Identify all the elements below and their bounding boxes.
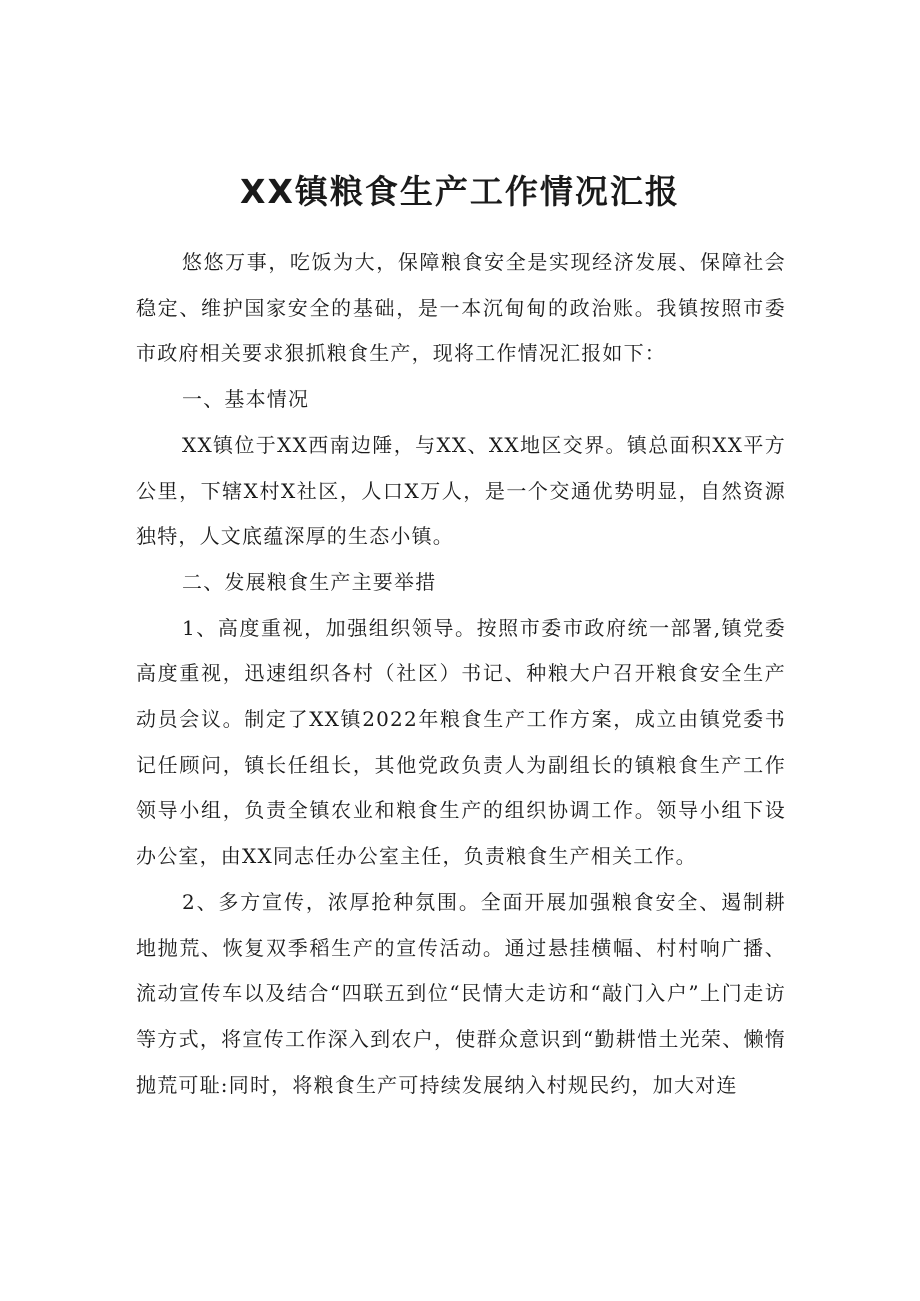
basic-situation-paragraph: XX镇位于XX西南边陲，与XX、XX地区交界。镇总面积XX平方公里，下辖X村X社区，人口X万人，是一个交通优势明显，自然资源独特，人文底蕴深厚的生态小镇。 <box>136 432 786 549</box>
measure-1-paragraph: 1、高度重视，加强组织领导。按照市委市政府统一部署,镇党委高度重视，迅速组织各村（社区）书记、种粮大户召开粮食安全生产动员会议。制定了XX镇2022年粮食生产工作方案，成立由镇党委书记任顾问，镇长任组长，其他党政负责人为副组长的镇粮食生产工作领导小组，负责全镇农业和粮食生产的组织协调工作。领导小组下设办公室，由XX同志任办公室主任，负责粮食生产相关工作。 <box>136 615 786 869</box>
measure-2-paragraph: 2、多方宣传，浓厚抢种氛围。全面开展加强粮食安全、遏制耕地抛荒、恢复双季稻生产的宣传活动。通过悬挂横幅、村村响广播、流动宣传车以及结合“四联五到位“民情大走访和“敲门入户”上门走访等方式，将宣传工作深入到农户，使群众意识到“勤耕惜土光荣、懒惰抛荒可耻:同时，将粮食生产可持续发展纳入村规民约，加大对连 <box>136 889 786 1097</box>
intro-paragraph: 悠悠万事，吃饭为大，保障粮食安全是实现经济发展、保障社会稳定、维护国家安全的基础，是一本沉甸甸的政治账。我镇按照市委市政府相关要求狠抓粮食生产，现将工作情况汇报如下： <box>136 250 786 366</box>
section-heading-main-measures: 二、发展粮食生产主要举措 <box>182 569 437 594</box>
section-heading-basic-situation: 一、基本情况 <box>182 387 310 412</box>
document-body <box>136 240 786 1108</box>
document-title: XX镇粮食生产工作情况汇报 <box>240 172 680 211</box>
